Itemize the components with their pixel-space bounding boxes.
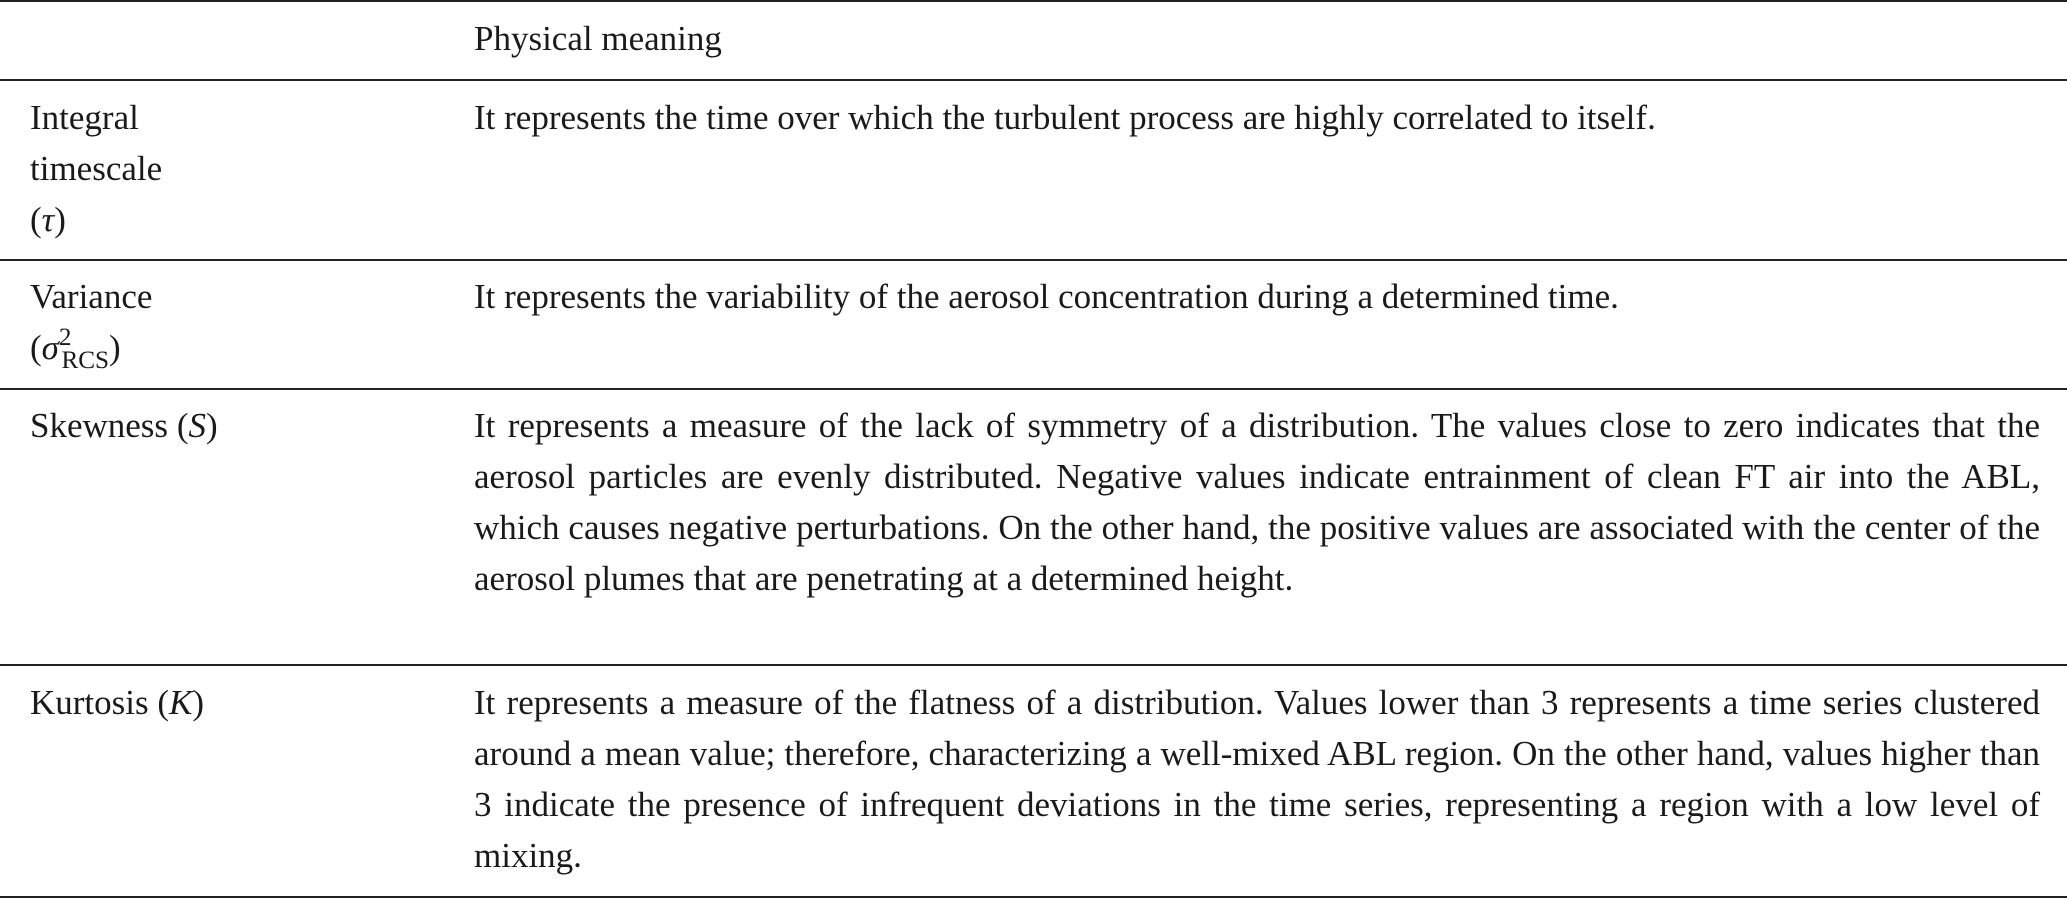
k-symbol: K xyxy=(169,683,193,722)
table-row-meaning: It represents a measure of the lack of symmetry of a distribution. The values close to zero indicates that the aerosol particles are evenly distributed. Negative values indicate entrainment of clean FT air into the ABL, which causes negative perturbations. On the other hand, the positive values are associated with the center of the aerosol plumes that are penetrating at a determined height. xyxy=(474,406,2040,598)
table-row-term xyxy=(30,92,450,245)
s-symbol: S xyxy=(188,406,206,445)
term-symbol: $(\sigma^2_{RCS})$ xyxy=(30,322,450,373)
tau-symbol: τ xyxy=(41,200,55,239)
term-symbol: (τ) xyxy=(30,200,66,239)
term-line: timescale xyxy=(30,149,163,188)
table-row-meaning: It represents a measure of the flatness of a distribution. Values lower than 3 represents a time series clustered around a mean value; therefore, characterizing a well-mixed ABL region. On the other hand, values higher than 3 indicate the presence of infrequent deviations in the time series, representing a region with a low level of mixing. xyxy=(474,683,2040,875)
header-meaning-cell: Physical meaning xyxy=(474,19,722,58)
term-line: Variance xyxy=(30,277,153,316)
term-label: Skewness xyxy=(30,406,169,445)
header-rule xyxy=(0,79,2067,81)
sigma-subscript: RCS xyxy=(61,346,110,374)
table-bottom-rule xyxy=(0,896,2067,898)
table-row-meaning: It represents the time over which the turbulent process are highly correlated to itself. xyxy=(474,98,1656,137)
term-label: Kurtosis xyxy=(30,683,149,722)
term-line: Integral xyxy=(30,98,139,137)
table-row-meaning: It represents the variability of the aerosol concentration during a determined time. xyxy=(474,277,1619,316)
table-row-term: Skewness (S) xyxy=(30,406,218,445)
sigma-symbol: σ xyxy=(41,328,59,367)
row-divider-1 xyxy=(0,259,2067,261)
sigma-superscript: 2 xyxy=(58,324,72,352)
table-top-rule xyxy=(0,0,2067,2)
row-divider-2 xyxy=(0,388,2067,390)
row-divider-3 xyxy=(0,664,2067,666)
table-row-term: Kurtosis (K) xyxy=(30,683,205,722)
table-row-term xyxy=(30,271,450,373)
sigma-scripts xyxy=(59,322,109,373)
